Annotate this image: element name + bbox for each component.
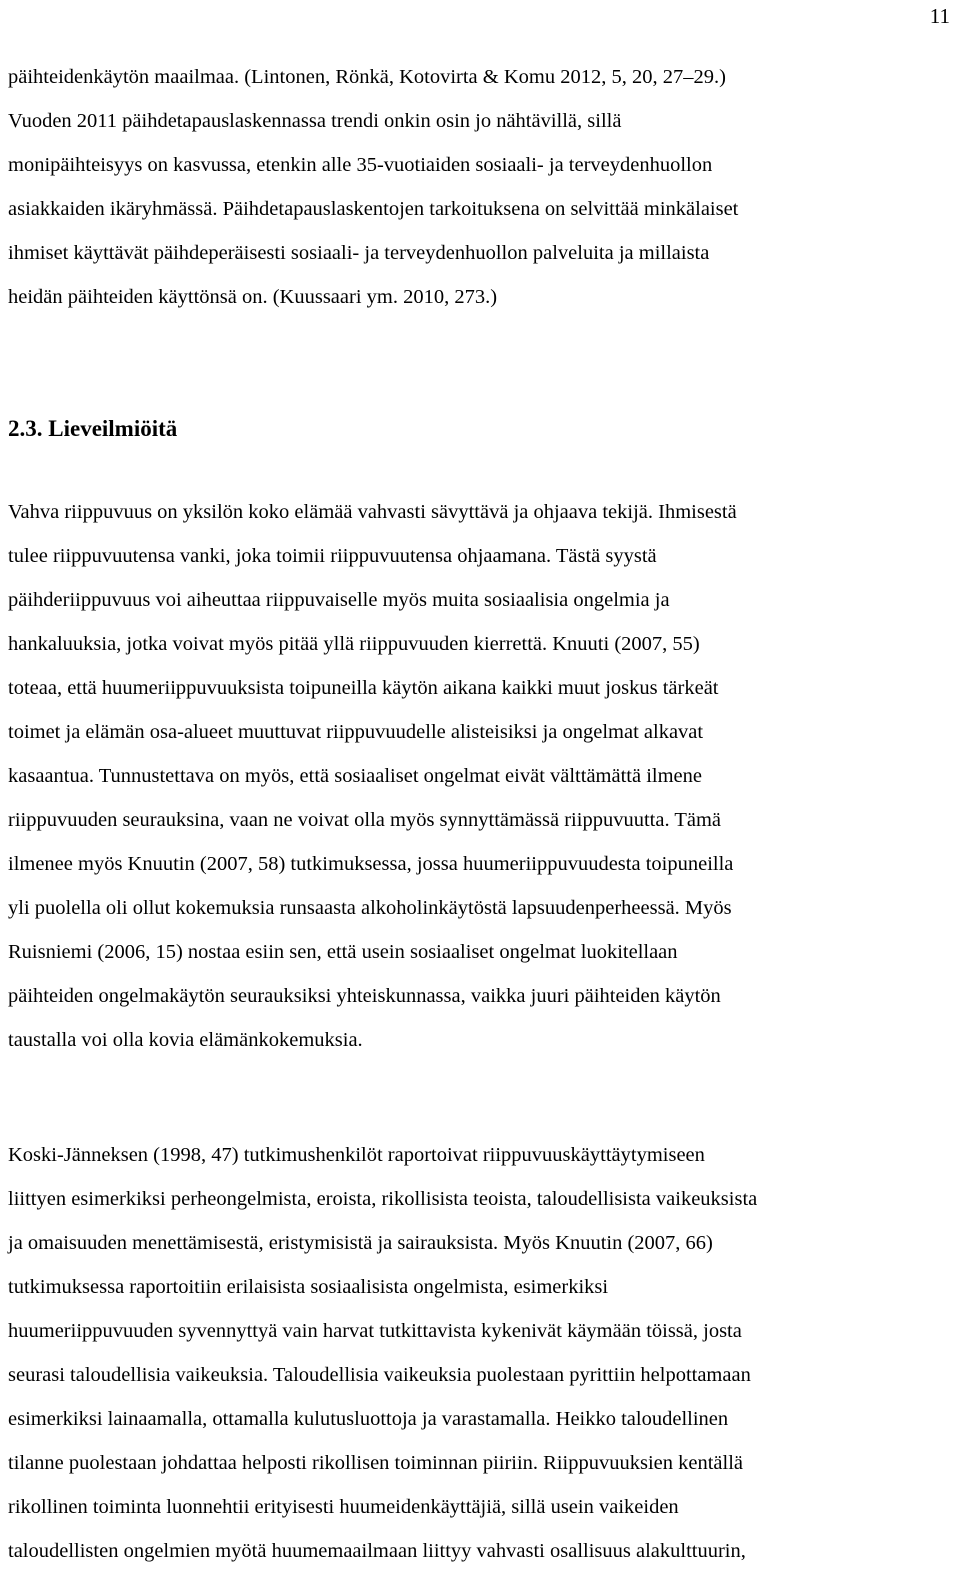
text-line: riippuvuuden seurauksina, vaan ne voivat olla myös synnyttämässä riippuvuutta. Tämä bbox=[8, 809, 721, 831]
text-line: Koski-Jänneksen (1998, 47) tutkimushenkilöt raportoivat riippuvuuskäyttäytymiseen bbox=[8, 1144, 705, 1166]
text-line: tutkimuksessa raportoitiin erilaisista sosiaalisista ongelmista, esimerkiksi bbox=[8, 1276, 609, 1298]
text-line: toteaa, että huumeriippuvuuksista toipuneilla käytön aikana kaikki muut joskus tärkeät bbox=[8, 677, 719, 699]
text-line: Ruisniemi (2006, 15) nostaa esiin sen, että usein sosiaaliset ongelmat luokitellaan bbox=[8, 941, 678, 963]
section-heading: 2.3. Lieveilmiöitä bbox=[8, 416, 178, 441]
paragraph-2 bbox=[8, 490, 737, 1062]
text-line: ihmiset käyttävät päihdeperäisesti sosiaali- ja terveydenhuollon palveluita ja millaista bbox=[8, 242, 710, 264]
text-line: tulee riippuvuutensa vanki, joka toimii riippuvuutensa ohjaamana. Tästä syystä bbox=[8, 545, 657, 567]
paragraph-3 bbox=[8, 1133, 757, 1573]
page-number: 11 bbox=[929, 4, 950, 28]
text-line: taloudellisten ongelmien myötä huumemaailmaan liittyy vahvasti osallisuus alakulttuurin, bbox=[8, 1540, 746, 1562]
text-line: huumeriippuvuuden syvennyttyä vain harvat tutkittavista kykenivät käymään töissä, josta bbox=[8, 1320, 742, 1342]
text-line: Vuoden 2011 päihdetapauslaskennassa trendi onkin osin jo nähtävillä, sillä bbox=[8, 110, 622, 132]
text-line: päihteidenkäytön maailmaa. (Lintonen, Rönkä, Kotovirta & Komu 2012, 5, 20, 27–29.) bbox=[8, 66, 726, 88]
text-line: päihderiippuvuus voi aiheuttaa riippuvaiselle myös muita sosiaalisia ongelmia ja bbox=[8, 589, 670, 611]
text-line: esimerkiksi lainaamalla, ottamalla kulutusluottoja ja varastamalla. Heikko taloudellinen bbox=[8, 1408, 729, 1430]
text-line: monipäihteisyys on kasvussa, etenkin alle 35-vuotiaiden sosiaali- ja terveydenhuollon bbox=[8, 154, 713, 176]
text-line: heidän päihteiden käyttönsä on. (Kuussaari ym. 2010, 273.) bbox=[8, 286, 498, 308]
text-line: rikollinen toiminta luonnehtii erityisesti huumeidenkäyttäjiä, sillä usein vaikeiden bbox=[8, 1496, 679, 1518]
text-line: liittyen esimerkiksi perheongelmista, eroista, rikollisista teoista, taloudellisista vaikeuksista bbox=[8, 1188, 758, 1210]
text-line: ilmenee myös Knuutin (2007, 58) tutkimuksessa, jossa huumeriippuvuudesta toipuneilla bbox=[8, 853, 734, 875]
document-body bbox=[8, 55, 956, 1562]
text-line: päihteiden ongelmakäytön seurauksiksi yhteiskunnassa, vaikka juuri päihteiden käytön bbox=[8, 985, 721, 1007]
text-line: toimet ja elämän osa-alueet muuttuvat riippuvuudelle alisteisiksi ja ongelmat alkavat bbox=[8, 721, 704, 743]
text-line: Vahva riippuvuus on yksilön koko elämää vahvasti sävyttävä ja ohjaava tekijä. Ihmisestä bbox=[8, 501, 737, 523]
text-line: hankaluuksia, jotka voivat myös pitää yllä riippuvuuden kierrettä. Knuuti (2007, 55) bbox=[8, 633, 700, 655]
text-line: kasaantua. Tunnustettava on myös, että sosiaaliset ongelmat eivät välttämättä ilmene bbox=[8, 765, 702, 787]
paragraph-1 bbox=[8, 55, 956, 319]
text-line: seurasi taloudellisia vaikeuksia. Taloudellisia vaikeuksia puolestaan pyrittiin helpottamaan bbox=[8, 1364, 751, 1386]
text-line: asiakkaiden ikäryhmässä. Päihdetapauslaskentojen tarkoituksena on selvittää minkälaiset bbox=[8, 198, 739, 220]
text-line: yli puolella oli ollut kokemuksia runsaasta alkoholinkäytöstä lapsuudenperheessä. Myös bbox=[8, 897, 732, 919]
text-line: tilanne puolestaan johdattaa helposti rikollisen toiminnan piiriin. Riippuvuuksien kentällä bbox=[8, 1452, 744, 1474]
text-line: ja omaisuuden menettämisestä, eristymisistä ja sairauksista. Myös Knuutin (2007, 66) bbox=[8, 1232, 713, 1254]
text-line: taustalla voi olla kovia elämänkokemuksia. bbox=[8, 1029, 363, 1051]
